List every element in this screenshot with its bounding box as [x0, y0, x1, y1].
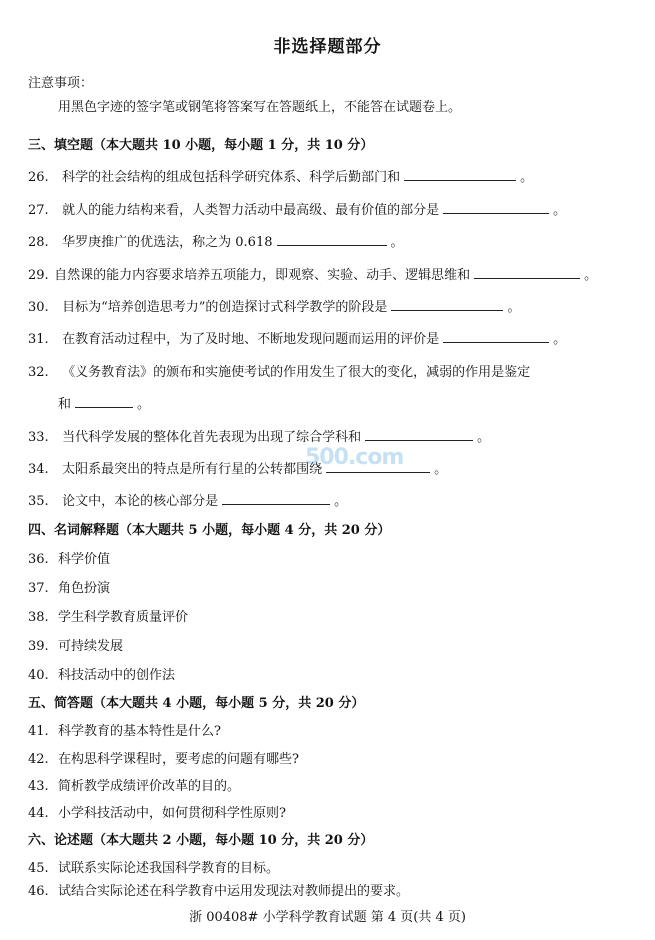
question-text: 科学价值 — [58, 552, 111, 567]
question-text: 试联系实际论述我国科学教育的目标。 — [58, 861, 280, 876]
question-text: 太阳系最突出的特点是所有行星的公转都围绕 — [62, 462, 323, 477]
question-number: 30. — [28, 300, 49, 315]
question-45 — [28, 857, 638, 876]
question-text: 可持续发展 — [58, 639, 124, 654]
question-38 — [28, 606, 638, 625]
question-number: 33. — [28, 430, 49, 445]
question-41 — [28, 720, 638, 739]
question-text: 华罗庚推广的优选法，称之为 0.618 — [62, 235, 273, 250]
question-number: 37. — [28, 581, 49, 596]
question-31: 31. 在教育活动过程中，为了及时地、不断地发现问题而运用的评价是 。 — [28, 332, 567, 347]
question-text: 和 — [58, 397, 72, 412]
question-30: 30. 目标为“培养创造思考力”的创造探讨式科学教学的阶段是 。 — [28, 300, 521, 315]
question-34: 34. 太阳系最突出的特点是所有行星的公转都围绕 。 — [28, 462, 448, 477]
answer-blank — [365, 428, 473, 441]
answer-blank — [443, 330, 549, 343]
answer-blank — [474, 266, 580, 279]
question-number: 40. — [28, 668, 49, 683]
question-27: 27. 就人的能力结构来看，人类智力活动中最高级、最有价值的部分是 。 — [28, 203, 567, 218]
answer-blank — [222, 492, 330, 505]
question-number: 44. — [28, 806, 49, 821]
question-29: 29. 自然课的能力内容要求培养五项能力，即观察、实验、动手、逻辑思维和 。 — [28, 268, 598, 283]
question-text: 试结合实际论述在科学教育中运用发现法对教师提出的要求。 — [58, 884, 410, 899]
question-26: 26. 科学的社会结构的组成包括科学研究体系、科学后勤部门和 。 — [28, 170, 534, 185]
question-text: 论文中，本论的核心部分是 — [62, 494, 219, 509]
question-text: 自然课的能力内容要求培养五项能力，即观察、实验、动手、逻辑思维和 — [54, 268, 471, 283]
question-39 — [28, 635, 638, 654]
question-text: 在构思科学课程时，要考虑的问题有哪些? — [58, 752, 299, 767]
question-number: 46. — [28, 884, 49, 899]
question-number: 36. — [28, 552, 49, 567]
question-32-continued: 和 。 — [58, 397, 151, 412]
question-text: 目标为“培养创造思考力”的创造探讨式科学教学的阶段是 — [62, 300, 388, 315]
question-text: 角色扮演 — [58, 581, 111, 596]
question-number: 42. — [28, 752, 49, 767]
question-text: 科学教育的基本特性是什么? — [58, 724, 221, 739]
section-3-heading: 三、填空题（本大题共 10 小题，每小题 1 分，共 10 分） — [28, 138, 374, 153]
notice-heading: 注意事项： — [28, 76, 94, 91]
question-37 — [28, 577, 638, 596]
notice-text: 用黑色字迹的签字笔或钢笔将答案写在答题纸上，不能答在试题卷上。 — [58, 100, 462, 115]
question-text: 在教育活动过程中，为了及时地、不断地发现问题而运用的评价是 — [62, 332, 440, 347]
watermark-logo: 500.com — [305, 445, 404, 470]
question-text: 简析教学成绩评价改革的目的。 — [58, 779, 241, 794]
page-title: 非选择题部分 — [273, 37, 382, 57]
question-text: 当代科学发展的整体化首先表现为出现了综合学科和 — [62, 430, 362, 445]
question-44 — [28, 802, 638, 821]
question-36 — [28, 548, 638, 567]
question-number: 35. — [28, 494, 49, 509]
answer-blank — [277, 233, 387, 246]
section-4-heading: 四、名词解释题（本大题共 5 小题，每小题 4 分，共 20 分） — [28, 523, 391, 538]
question-46 — [28, 880, 638, 899]
question-number: 34. — [28, 462, 49, 477]
question-28: 28. 华罗庚推广的优选法，称之为 0.618 。 — [28, 235, 404, 250]
question-text: 科技活动中的创作法 — [58, 668, 176, 683]
question-text: 科学的社会结构的组成包括科学研究体系、科学后勤部门和 — [62, 170, 401, 185]
page-footer: 浙 00408# 小学科学教育试题 第 4 页(共 4 页) — [189, 910, 466, 925]
question-number: 32. — [28, 365, 49, 380]
answer-blank — [391, 298, 503, 311]
question-43 — [28, 775, 638, 794]
question-text: 《义务教育法》的颁布和实施使考试的作用发生了很大的变化，减弱的作用是鉴定 — [62, 365, 531, 380]
question-number: 45. — [28, 861, 49, 876]
answer-blank — [404, 168, 516, 181]
answer-blank — [443, 201, 549, 214]
question-40 — [28, 664, 638, 683]
question-text: 小学科技活动中，如何贯彻科学性原则? — [58, 806, 286, 821]
question-32 — [28, 361, 638, 380]
question-42 — [28, 748, 638, 767]
question-33: 33. 当代科学发展的整体化首先表现为出现了综合学科和 。 — [28, 430, 491, 445]
section-6-heading: 六、论述题（本大题共 2 小题，每小题 10 分，共 20 分） — [28, 833, 374, 848]
answer-blank — [75, 395, 133, 408]
question-number: 38. — [28, 610, 49, 625]
question-text: 学生科学教育质量评价 — [58, 610, 189, 625]
question-number: 39. — [28, 639, 49, 654]
question-35: 35. 论文中，本论的核心部分是 。 — [28, 494, 348, 509]
question-number: 31. — [28, 332, 49, 347]
question-number: 28. — [28, 235, 49, 250]
question-number: 29. — [28, 268, 49, 283]
question-number: 41. — [28, 724, 49, 739]
question-number: 26. — [28, 170, 49, 185]
question-number: 27. — [28, 203, 49, 218]
section-5-heading: 五、简答题（本大题共 4 小题，每小题 5 分，共 20 分） — [28, 696, 365, 711]
question-text: 就人的能力结构来看，人类智力活动中最高级、最有价值的部分是 — [62, 203, 440, 218]
question-number: 43. — [28, 779, 49, 794]
